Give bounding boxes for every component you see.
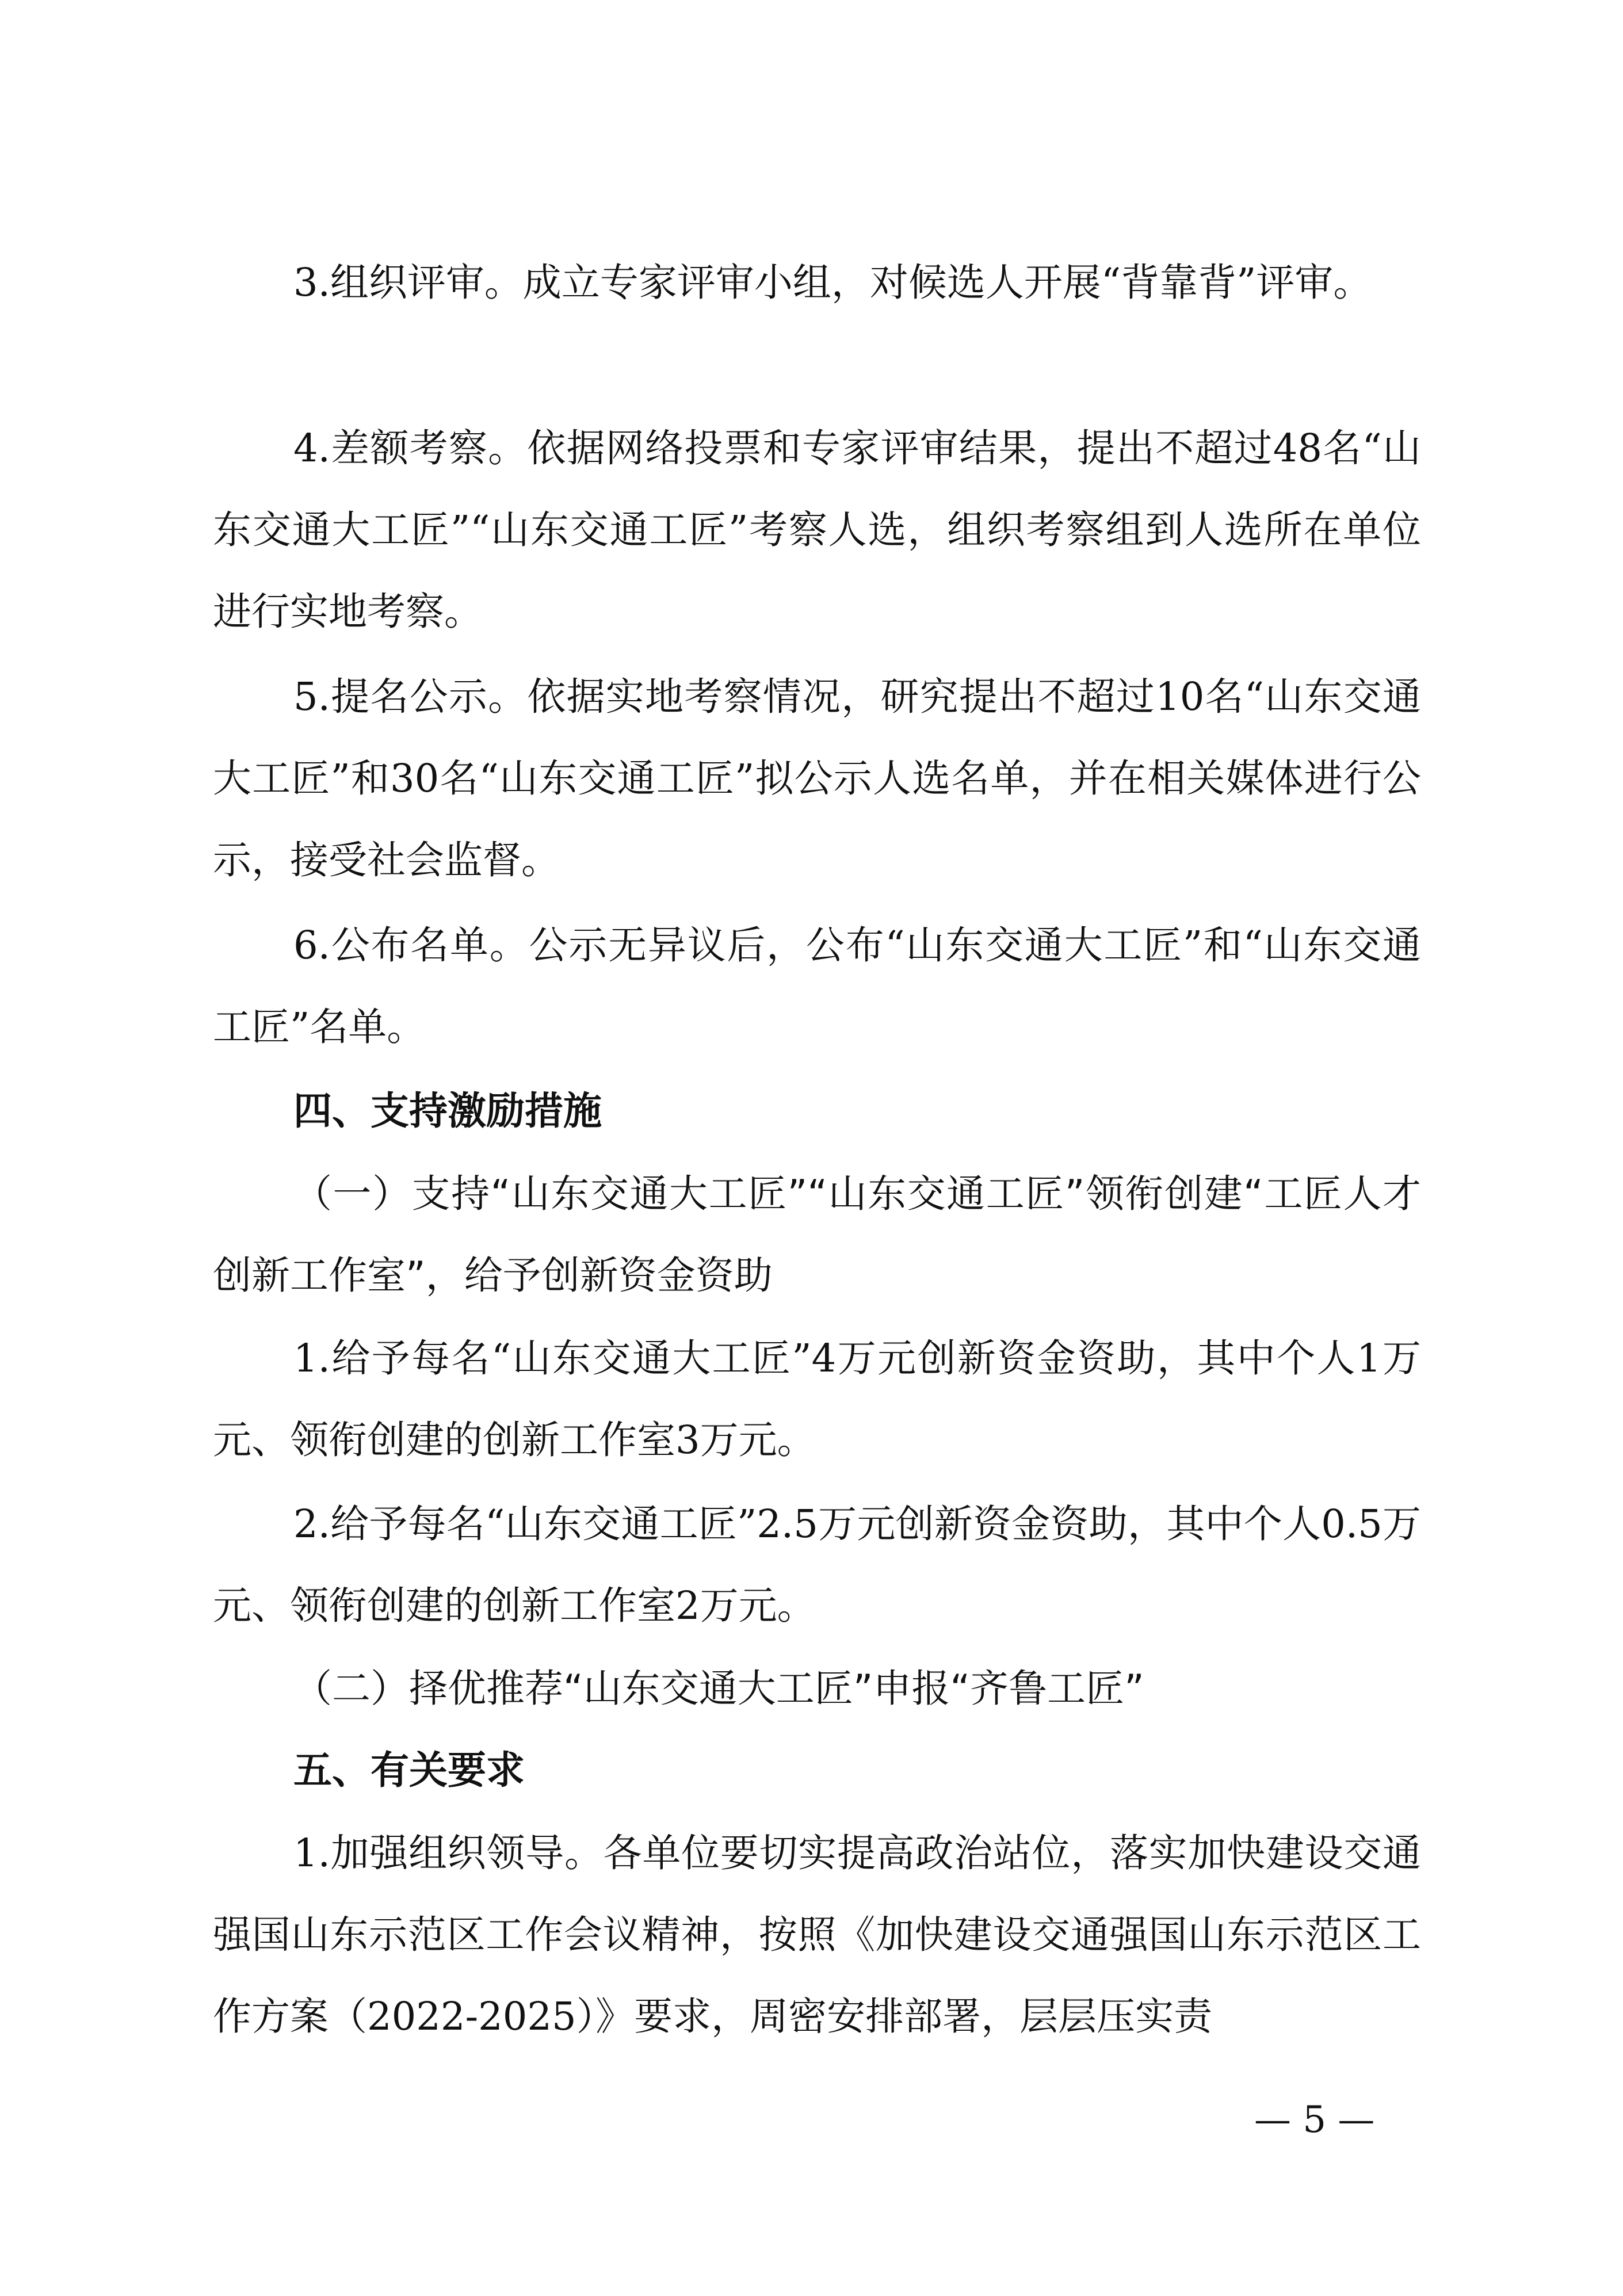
paragraph-nomination-publicity: 5.提名公示。依据实地考察情况，研究提出不超过10名“山东交通大工匠”和30名“山东交通工匠”拟公示人选名单，并在相关媒体进行公示，接受社会监督。 — [213, 674, 1421, 883]
paragraph-organize-review: 3.组织评审。成立专家评审小组，对候选人开展“背靠背”评审。 — [293, 260, 1372, 305]
paragraph-grand-craftsman-funding: 1.给予每名“山东交通大工匠”4万元创新资金资助，其中个人1万元、领衔创建的创新工作室3万元。 — [213, 1336, 1421, 1462]
paragraph-organizational-leadership: 1.加强组织领导。各单位要切实提高政治站位，落实加快建设交通强国山东示范区工作会议精神，按照《加快建设交通强国山东示范区工作方案（2022-2025）》要求，周密安排部署，层层压实责 — [213, 1831, 1421, 2039]
paragraph-publish-list: 6.公布名单。公示无异议后，公布“山东交通大工匠”和“山东交通工匠”名单。 — [213, 923, 1421, 1049]
page-number: — 5 — — [1254, 2099, 1375, 2141]
subsection-heading-innovation-studio: （一）支持“山东交通大工匠”“山东交通工匠”领衔创建“工匠人才创新工作室”，给予创新资金资助 — [213, 1171, 1421, 1298]
paragraph-differential-inspection: 4.差额考察。依据网络投票和专家评审结果，提出不超过48名“山东交通大工匠”“山东交通工匠”考察人选，组织考察组到人选所在单位进行实地考察。 — [213, 426, 1421, 634]
paragraph-craftsman-funding: 2.给予每名“山东交通工匠”2.5万元创新资金资助，其中个人0.5万元、领衔创建的创新工作室2万元。 — [213, 1502, 1421, 1628]
section-heading-incentives: 四、支持激励措施 — [293, 1088, 602, 1133]
subsection-heading-qilu-recommendation: （二）择优推荐“山东交通大工匠”申报“齐鲁工匠” — [293, 1666, 1144, 1711]
section-heading-requirements: 五、有关要求 — [293, 1748, 525, 1793]
